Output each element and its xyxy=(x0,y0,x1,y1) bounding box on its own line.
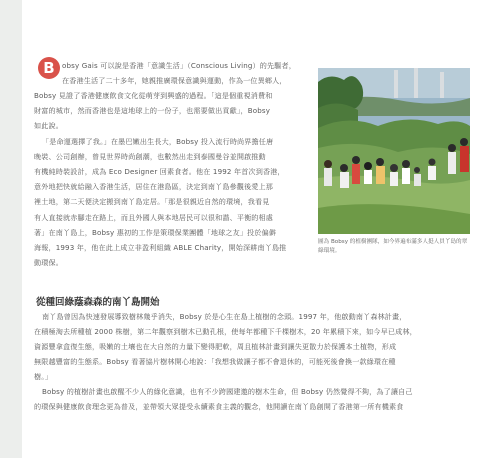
photo-caption: 圖為 Bobsy 的植樹團隊，如今界遍布滿多人挺人員丫島的翠綠環境。 xyxy=(318,239,468,254)
intro-line: 財富的城市，然而香港也是這地球上的一份子，也需要做出貢獻」，Bobsy xyxy=(34,106,271,116)
section-line: 資源豐拿盒復生態，吸嫩的土壤也在大自然的力量下變得肥軟，周且植林計畫到讓失更散力於保護本土植物，形成 xyxy=(34,342,397,351)
intro-line: 動環保。 xyxy=(34,258,63,268)
intro-second-line xyxy=(62,73,312,88)
section-line: 在積極淘去所種植 2000 株樹，第二年觀察到樹木已動孔根，使每年都種下千棵樹木，20 年累積下來，如今早已成林， xyxy=(34,327,417,336)
intro-paragraphs xyxy=(34,88,314,270)
section-line: 的環保與健康飲食理念更為普及，並帶領大眾提受永續素食主義的觀念，他開讀在南丫島創開了香港第一所有機素食 xyxy=(34,402,404,411)
intro-first-line xyxy=(62,58,312,73)
section-line: 樹。」 xyxy=(34,372,53,381)
section-line: 南丫島曾因為快速發展導致樹林幾乎消失，Bobsy 於是心生在島上植樹的念頭。1997 年，他啟動南丫森林計畫， xyxy=(42,312,407,321)
intro-line: 如此說。 xyxy=(34,121,63,131)
intro-line: 裡土地，第二天便決定搬到南丫島定居。「那是很親近自然的環境，我看見 xyxy=(34,197,270,207)
section-paragraphs xyxy=(34,309,474,414)
intro-line-2: 在香港生活了二十多年，她親推廣環保意識與運動，作為一位異鄉人， xyxy=(62,76,287,85)
intro-line: 晚裝、公司創辦，曾見世界時尚創潮，也數然出走到泰國曼谷並開啟推動 xyxy=(34,151,266,161)
intro-line: 有機純時裝設計，成為 Eco Designer 回素食者。他在 1992 年首次到香港， xyxy=(34,167,285,177)
section-heading: 從種回綠蔭森森的南丫島開始 xyxy=(36,297,160,308)
intro-line: Bobsy 見證了香港健康飲食文化從萌芽到興盛的過程。「這是個重視消費和 xyxy=(34,91,273,100)
section-line: 無限越豐富的生態系。Bobsy 看著協片樹林開心地說：「我想我做讓子都不會退休的，可能死後會換一款綠環在種 xyxy=(34,357,396,366)
intro-line: 著」在南丫島上，Bobsy 惠初的工作是策環保業團體「地球之友」投於偏僻 xyxy=(34,227,277,237)
intro-line: 意外地把快就給融入香港生活，居住在港島區，決定到南丫島參觀後愛上那 xyxy=(34,182,274,192)
section-line: Bobsy 的植樹計畫也啟醒不少人的綠化意識，也有不少跨國建邀的樹木生命，但 Bobsy 仍然覺得不夠，為了讓自己 xyxy=(42,387,413,396)
intro-line: 海報，1993 年，他在此上成立非盈利組織 ABLE Charity，開始深耕南丫島推 xyxy=(34,243,287,253)
tree-planting-photo xyxy=(318,68,470,234)
intro-line: 有人直接就赤腳走在路上，而且外國人與本地居民可以很和諧、平衡的相處 xyxy=(34,212,274,222)
drop-cap: B xyxy=(38,57,60,79)
intro-line-1: obsy Gais 可以說是香港「意識生活」（Conscious Living）的先驅者， xyxy=(62,61,296,70)
intro-line: 「是命運選擇了我。」在墨巴嫩出生長大，Bobsy 投入流行時尚界擔任唐 xyxy=(42,136,274,146)
